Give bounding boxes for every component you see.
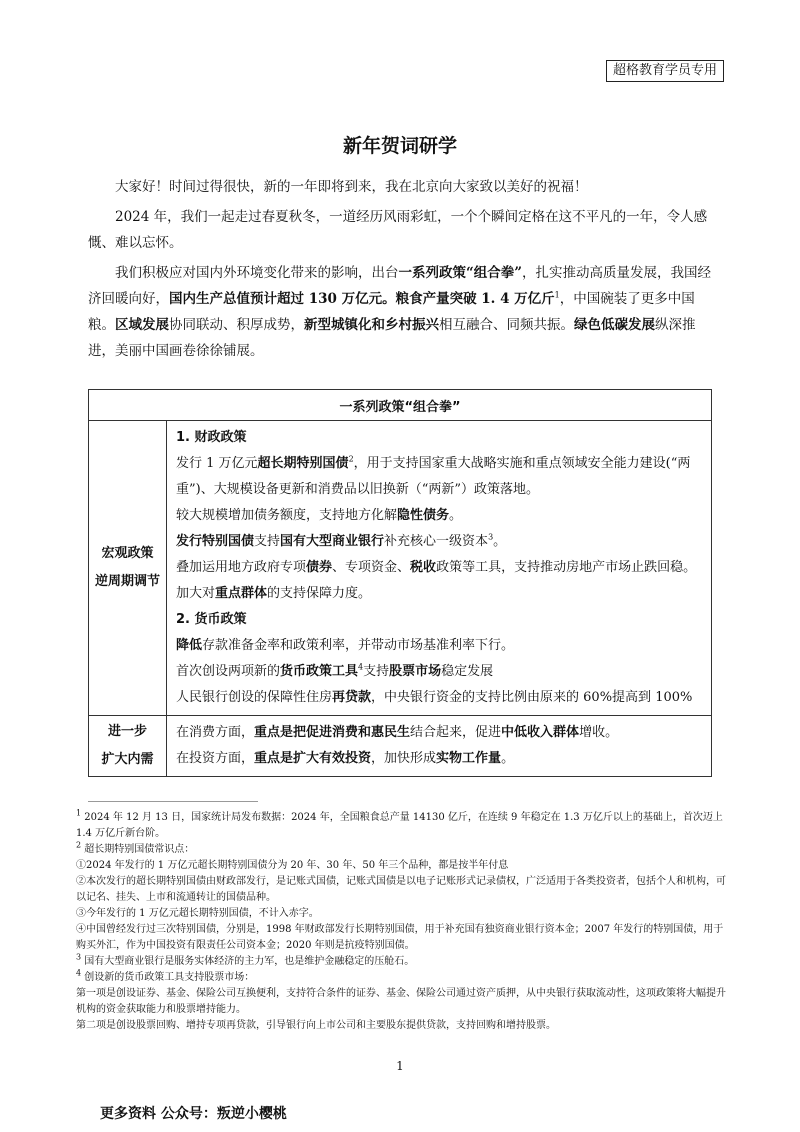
policy-line	[176, 503, 703, 529]
table-row	[89, 421, 712, 716]
text: 协同联动、积厚成势，	[169, 317, 304, 333]
promo-footer: 更多资料 公众号：叛逆小樱桃	[100, 1106, 287, 1122]
footnote-divider	[88, 801, 258, 802]
text: 较大规模增加债务额度，支持地方化解	[176, 508, 398, 523]
footnote-2	[76, 842, 726, 858]
text: 叠加运用地方政府专项	[176, 560, 307, 575]
policy-content	[167, 421, 712, 716]
policy-line	[176, 451, 703, 503]
text: ，扎实推动高质量发展，我国经济回暖向好，	[88, 265, 712, 307]
text: 政策等工具，支持推动房地产市场止跌回稳。	[436, 560, 697, 575]
footnote-4-item: 第二项是创设股票回购、增持专项再贷款，引导银行向上市公司和主要股东提供贷款，支持回购和增持股票。	[76, 1020, 556, 1031]
fiscal-heading: 1. 财政政策	[176, 430, 247, 445]
usage-stamp: 超格教育学员专用	[606, 60, 724, 82]
footnote-mark: 1	[76, 808, 82, 818]
footnote-4-item: 第一项是创设证券、基金、保险公司互换便利，支持符合条件的证券、基金、保险公司通过资产质押，从中央银行获取流动性，这项政策将大幅提升机构的资金获取能力和股票增持能力。	[76, 988, 726, 1015]
text: ，加快形成	[371, 751, 437, 766]
footnote-ref: 1	[554, 290, 560, 300]
footnote-1	[76, 810, 726, 842]
text: 支持	[254, 534, 281, 549]
text: 在投资方面，	[176, 751, 255, 766]
bold-text: 再贷款	[332, 690, 372, 705]
bold-text: 国内生产总值预计超过 130 万亿元。粮食产量突破 1. 4 万亿斤	[169, 291, 555, 307]
category-macro	[89, 421, 167, 716]
policy-line	[176, 555, 703, 581]
policy-line	[176, 581, 703, 607]
category-label: 进一步	[107, 724, 147, 739]
bold-text: 超长期特别国债	[257, 456, 349, 471]
text: 。	[449, 508, 463, 523]
text: 的支持保障力度。	[267, 586, 372, 601]
text: 加大对	[176, 586, 216, 601]
page-number: 1	[396, 1059, 404, 1073]
text: 发行 1 万亿元	[176, 456, 258, 471]
category-label: 宏观政策	[101, 546, 154, 561]
intro-paragraph-1: 大家好！时间过得很快，新的一年即将到来，我在北京向大家致以美好的祝福！	[115, 179, 588, 195]
text: 首次创设两项新的	[176, 664, 281, 679]
text: 人民银行创设的保障性住房	[176, 690, 333, 705]
bold-text: 中低收入群体	[501, 725, 580, 740]
policy-line	[176, 720, 703, 746]
text: 相互融合、同频共振。	[439, 317, 574, 333]
table-header: 一系列政策“组合拳”	[89, 390, 712, 421]
footnote-ref: 3	[488, 532, 494, 542]
text: ，用于支持国家重大战略实施和重点领域安全能力建设(“两重”)、大规模设备更新和消费品以旧换新（“两新”）政策落地。	[176, 456, 691, 497]
policy-content	[167, 716, 712, 777]
bold-text: 重点是把促进消费和惠民生	[254, 725, 411, 740]
footnotes	[76, 810, 726, 1034]
text: 在消费方面，	[176, 725, 255, 740]
footnote-2-item: ①2024 年发行的 1 万亿元超长期特别国债分为 20 年、30 年、50 年三个品种，都是按半年付息	[76, 860, 509, 871]
footnote-ref: 4	[358, 662, 364, 672]
text: 结合起来，促进	[410, 725, 502, 740]
text: 我们积极应对国内外环境变化带来的影响，出台	[115, 265, 399, 281]
text: 、专项资金、	[332, 560, 411, 575]
bold-text: 重点群体	[215, 586, 268, 601]
text: 。	[493, 534, 507, 549]
table-row	[89, 716, 712, 777]
monetary-heading: 2. 货币政策	[176, 612, 247, 627]
intro-paragraph-2: 2024 年，我们一起走过春夏秋冬，一道经历风雨彩虹，一个个瞬间定格在这不平凡的一年，令人感慨、难以忘怀。	[88, 209, 708, 251]
footnote-2-item: ③今年发行的 1 万亿元超长期特别国债，不计入赤字。	[76, 908, 319, 919]
page-title: 新年贺词研学	[342, 135, 457, 157]
footnote-3	[76, 954, 726, 970]
footnote-mark: 3	[76, 952, 82, 962]
text: ，中央银行资金的支持比例由原来的 60%提高到 100%	[371, 690, 693, 705]
text: 纵深推进，美丽中国画卷徐徐铺展。	[88, 317, 696, 359]
text: 。	[501, 751, 515, 766]
text: 支持	[363, 664, 390, 679]
bold-text: 隐性债务	[397, 508, 450, 523]
bold-text: 一系列政策“组合拳”	[398, 265, 523, 281]
intro-section	[88, 174, 712, 368]
policy-table	[88, 389, 712, 777]
policy-line	[176, 685, 703, 711]
bold-text: 降低	[176, 638, 203, 653]
bold-text: 区域发展	[115, 317, 169, 333]
policy-line	[176, 633, 703, 659]
footnote-mark: 4	[76, 968, 82, 978]
text: 创设新的货币政策工具支持股票市场：	[84, 972, 255, 983]
category-label: 扩大内需	[101, 752, 154, 767]
category-demand	[89, 716, 167, 777]
text: 增收。	[579, 725, 619, 740]
bold-text: 发行特别国债	[176, 534, 255, 549]
footnote-ref: 2	[348, 454, 354, 464]
bold-text: 股票市场	[389, 664, 442, 679]
text: 国有大型商业银行是服务实体经济的主力军，也是维护金融稳定的压舱石。	[84, 956, 415, 967]
bold-text: 债券	[306, 560, 333, 575]
text: ，中国碗装了更多中国粮。	[88, 291, 695, 333]
bold-text: 货币政策工具	[280, 664, 359, 679]
text: 存款准备金率和政策利率，并带动市场基准利率下行。	[202, 638, 515, 653]
policy-line	[176, 659, 703, 685]
text: 补充核心一级资本	[384, 534, 489, 549]
intro-paragraph-3	[88, 260, 712, 364]
text: 超长期特别国债常识点：	[84, 844, 195, 855]
footnote-2-item: ②本次发行的超长期特别国债由财政部发行，是记账式国债，记账式国债是以电子记账形式记录债权，广泛适用于各类投资者，包括个人和机构，可以记名、挂失、上市和流通转让的国债品种。	[76, 876, 726, 903]
footnote-mark: 2	[76, 840, 82, 850]
footnote-2-item: ④中国曾经发行过三次特别国债，分别是，1998 年财政部发行长期特别国债，用于补充国有独资商业银行资本金；2007 年发行的特别国债，用于购买外汇，作为中国投资有限责任公司资本金；2020 年则是抗疫特别国债。	[76, 924, 724, 951]
category-label: 逆周期调节	[94, 574, 160, 589]
bold-text: 新型城镇化和乡村振兴	[304, 317, 439, 333]
bold-text: 绿色低碳发展	[574, 317, 655, 333]
text: 稳定发展	[441, 664, 494, 679]
policy-line	[176, 529, 703, 555]
policy-line	[176, 746, 703, 772]
bold-text: 国有大型商业银行	[280, 534, 385, 549]
footnote-4	[76, 970, 726, 986]
bold-text: 重点是扩大有效投资	[254, 751, 372, 766]
bold-text: 实物工作量	[436, 751, 502, 766]
bold-text: 税收	[410, 560, 437, 575]
text: 2024 年 12 月 13 日，国家统计局发布数据：2024 年，全国粮食总产量 14130 亿斤，在连续 9 年稳定在 1.3 万亿斤以上的基础上，首次迈上 1.4 万亿斤新台阶。	[76, 812, 723, 839]
